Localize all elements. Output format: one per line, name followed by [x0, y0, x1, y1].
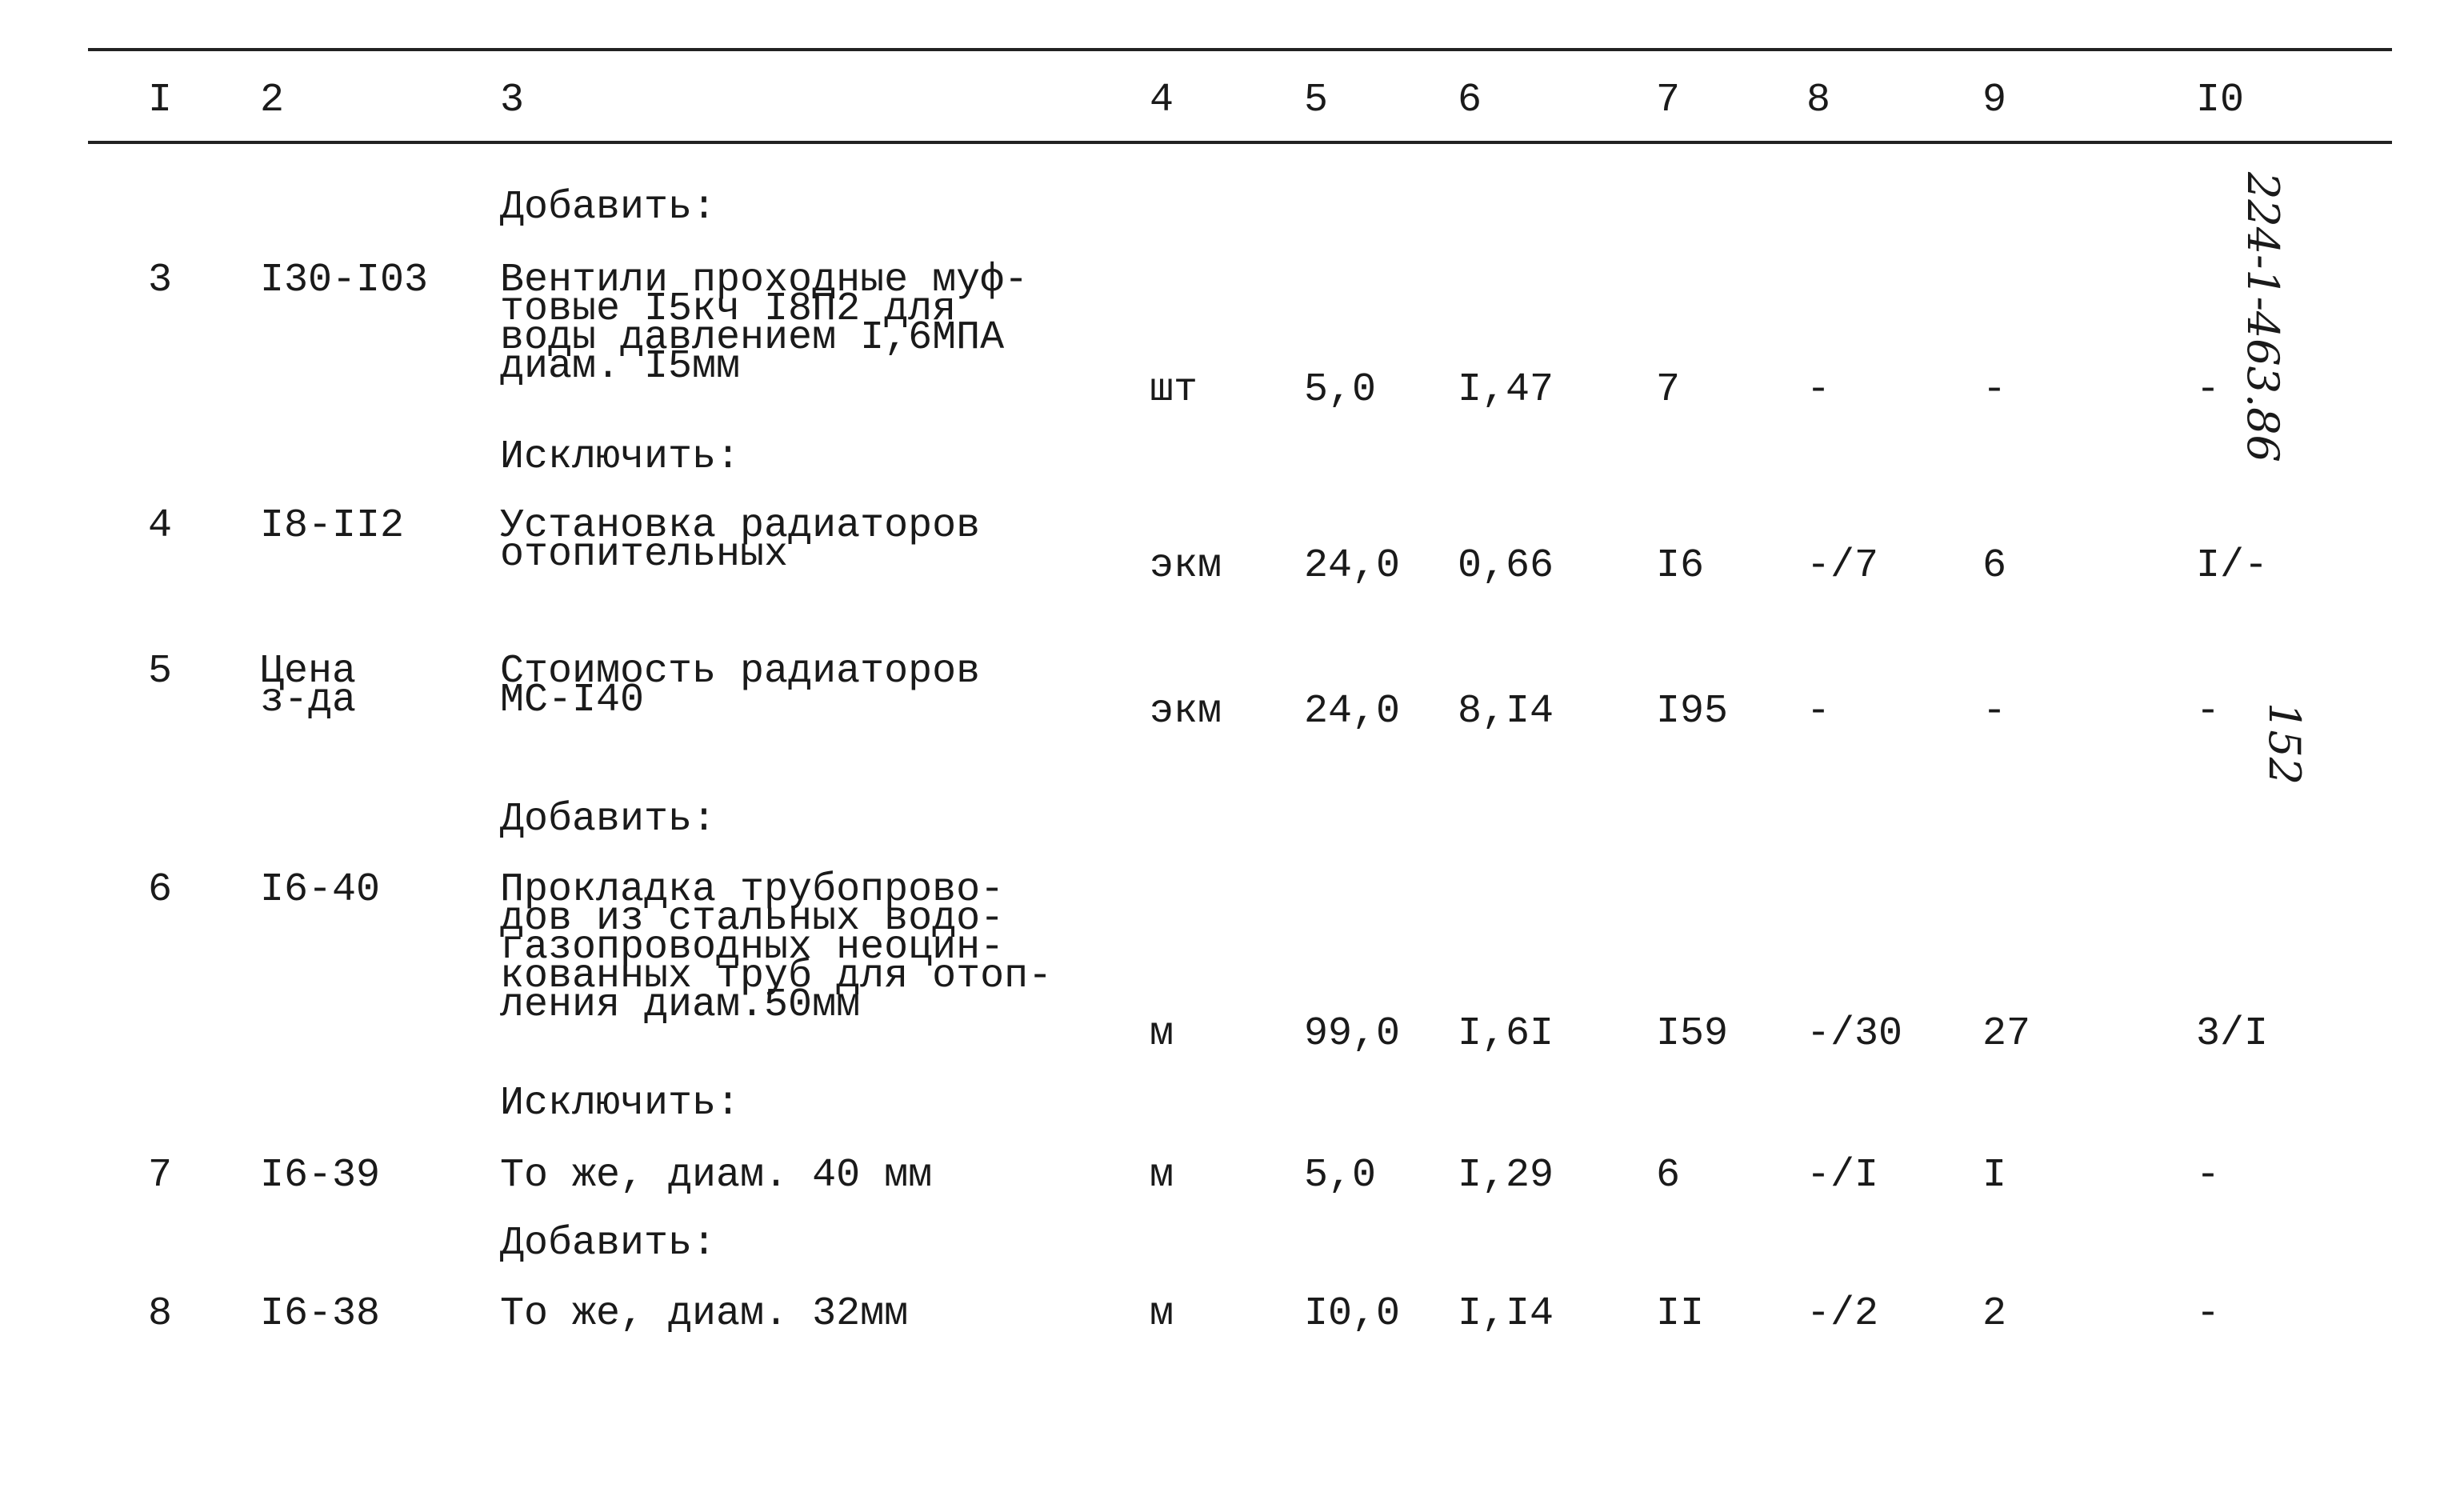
row-unit: м: [1150, 1011, 1174, 1057]
row-description: Стоимость радиаторов МС-I40: [500, 649, 981, 723]
row-quantity: 5,0: [1304, 1153, 1377, 1198]
row-code: I6-38: [260, 1291, 381, 1337]
row-total: I6: [1656, 543, 1705, 589]
column-header-1: I: [148, 78, 173, 123]
row-price: I,47: [1458, 367, 1554, 413]
row-col9: 2: [1982, 1291, 2007, 1337]
column-header-4: 4: [1150, 78, 1174, 123]
row-description: Установка радиаторов отопительных: [500, 503, 981, 578]
row-col8: -/30: [1806, 1011, 1903, 1057]
row-quantity: 24,0: [1304, 543, 1401, 589]
row-quantity: 24,0: [1304, 689, 1401, 734]
row-col10: I/-: [2196, 543, 2269, 589]
row-col9: I: [1982, 1153, 2007, 1198]
row-price: I,6I: [1458, 1011, 1554, 1057]
row-col9: -: [1982, 367, 2007, 413]
document-code-note: 224-1-463.86: [2238, 172, 2288, 462]
row-unit: экм: [1150, 689, 1222, 734]
row-number: 3: [148, 258, 173, 303]
row-unit: экм: [1150, 543, 1222, 589]
row-code: I6-40: [260, 867, 381, 913]
row-total: II: [1656, 1291, 1705, 1337]
section-label-add: Добавить:: [500, 797, 717, 842]
row-col10: -: [2196, 367, 2221, 413]
row-col10: -: [2196, 1153, 2221, 1198]
row-quantity: I0,0: [1304, 1291, 1401, 1337]
row-col10: -: [2196, 689, 2221, 734]
column-header-3: 3: [500, 78, 525, 123]
row-col9: -: [1982, 689, 2007, 734]
row-description: То же, диам. 32мм: [500, 1291, 909, 1337]
row-description: Вентили проходные муф- товые I5кч I8П2 для воды давлением I,6МПА диам. I5мм: [500, 258, 1029, 390]
column-header-9: 9: [1982, 78, 2007, 123]
row-code: I8-II2: [260, 503, 405, 549]
row-number: 8: [148, 1291, 173, 1337]
section-label-exclude: Исключить:: [500, 434, 741, 480]
row-col9: 27: [1982, 1011, 2031, 1057]
section-label-exclude: Исключить:: [500, 1081, 741, 1126]
row-code: I6-39: [260, 1153, 381, 1198]
row-col8: -/I: [1806, 1153, 1879, 1198]
column-header-7: 7: [1656, 78, 1681, 123]
column-header-6: 6: [1458, 78, 1482, 123]
row-description: Прокладка трубопрово- дов из стальных водо- газопроводных неоцин- кованных труб для отоп- ления диам.50мм: [500, 867, 1053, 1028]
row-col8: -: [1806, 367, 1831, 413]
row-price: 8,I4: [1458, 689, 1554, 734]
row-number: 6: [148, 867, 173, 913]
page-number-note: 152: [2259, 702, 2310, 786]
row-number: 4: [148, 503, 173, 549]
row-total: 6: [1656, 1153, 1681, 1198]
row-code: I30-I03: [260, 258, 429, 303]
section-label-add: Добавить:: [500, 185, 717, 230]
row-col10: -: [2196, 1291, 2221, 1337]
row-price: 0,66: [1458, 543, 1554, 589]
row-col8: -: [1806, 689, 1831, 734]
row-quantity: 5,0: [1304, 367, 1377, 413]
row-code: Цена з-да: [260, 649, 357, 723]
row-total: I95: [1656, 689, 1729, 734]
column-header-2: 2: [260, 78, 285, 123]
row-price: I,I4: [1458, 1291, 1554, 1337]
row-total: I59: [1656, 1011, 1729, 1057]
row-price: I,29: [1458, 1153, 1554, 1198]
row-unit: м: [1150, 1291, 1174, 1337]
table-header-rule: [88, 141, 2392, 144]
row-total: 7: [1656, 367, 1681, 413]
row-col8: -/7: [1806, 543, 1879, 589]
row-col8: -/2: [1806, 1291, 1879, 1337]
column-header-5: 5: [1304, 78, 1329, 123]
table-top-rule: [88, 48, 2392, 51]
section-label-add: Добавить:: [500, 1221, 717, 1266]
row-description: То же, диам. 40 мм: [500, 1153, 933, 1198]
column-header-10: I0: [2196, 78, 2245, 123]
row-unit: м: [1150, 1153, 1174, 1198]
row-quantity: 99,0: [1304, 1011, 1401, 1057]
row-col10: 3/I: [2196, 1011, 2269, 1057]
row-number: 5: [148, 649, 173, 694]
row-col9: 6: [1982, 543, 2007, 589]
row-unit: шт: [1150, 367, 1198, 413]
row-number: 7: [148, 1153, 173, 1198]
column-header-8: 8: [1806, 78, 1831, 123]
